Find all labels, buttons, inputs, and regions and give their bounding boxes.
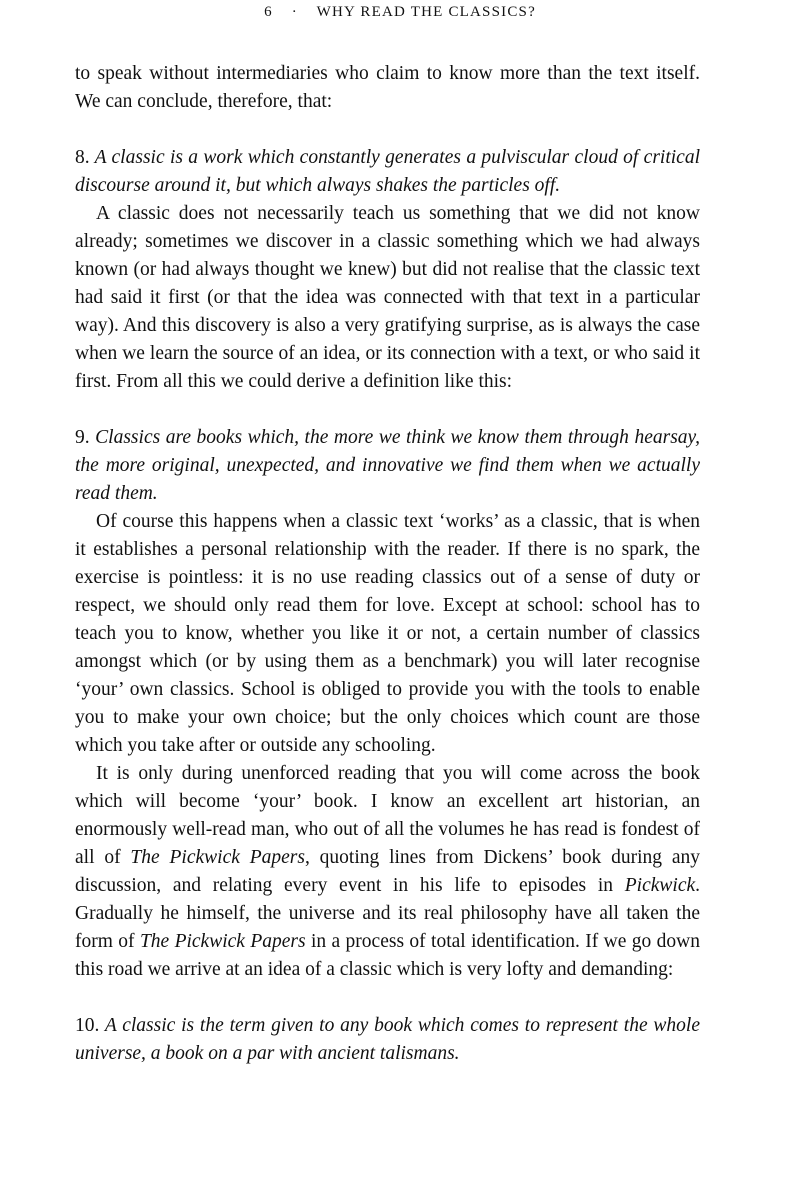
paragraph: A classic does not necessarily teach us something that we did not know already; sometimes we discover in a classic something which we had always known (or had always thought we knew) but did not realise that the classic text had said it first (or that the idea was connected with that text in a particular way). And this discovery is also a very gratifying surprise, as is always the case when we learn the source of an idea, or its connection with a text, or who said it first. From all this we could derive a definition like this: — [75, 203, 700, 392]
text-run: in a process of total identification. If we go down this road we arrive at an idea of a classic which is very lofty and demanding: — [75, 931, 701, 980]
book-title: Pickwick — [624, 875, 696, 896]
book-title: The Pickwick Papers — [139, 931, 306, 952]
paragraph — [75, 760, 700, 984]
page-body — [75, 60, 700, 1068]
header-separator: · — [291, 4, 298, 20]
paragraph-continuation: to speak without intermediaries who claim to know more than the text itself. We can conclude, therefore, that: — [75, 63, 700, 112]
text-run: . Gradually he himself, the universe and its real philosophy have all taken the form of — [75, 875, 701, 952]
book-title: The Pickwick Papers — [130, 847, 305, 868]
maxim-10 — [75, 1012, 700, 1068]
running-title: WHY READ THE CLASSICS? — [316, 4, 536, 20]
maxim-number: 10. — [75, 1015, 100, 1036]
maxim-text: A classic is the term given to any book which comes to represent the whole universe, a book on a par with ancient talismans. — [75, 1015, 700, 1064]
text-run: , quoting lines from Dickens’ book during any discussion, and relating every event in his life to episodes in — [75, 847, 701, 896]
maxim-text: Classics are books which, the more we think we know them through hearsay, the more original, unexpected, and innovative we find them when we actually read them. — [75, 427, 701, 504]
page-number: 6 — [264, 4, 273, 20]
maxim-text: A classic is a work which constantly generates a pulviscular cloud of critical discourse around it, but which always shakes the particles off. — [75, 147, 700, 196]
maxim-number: 8. — [75, 147, 90, 168]
text-run: It is only during unenforced reading that you will come across the book which will become ‘your’ book. I know an excellent art historian, an enormously well-read man, who out of all the volumes he has read is fondest of all of — [75, 763, 700, 868]
maxim-9 — [75, 424, 700, 508]
maxim-8 — [75, 144, 700, 200]
running-head — [0, 4, 800, 21]
maxim-number: 9. — [75, 427, 90, 448]
paragraph: Of course this happens when a classic text ‘works’ as a classic, that is when it establishes a personal relationship with the reader. If there is no spark, the exercise is pointless: it is no use reading classics out of a sense of duty or respect, we should only read them for love. Except at school: school has to teach you to know, whether you like it or not, a certain number of classics amongst which (or by using them as a benchmark) you will later recognise ‘your’ own classics. School is obliged to provide you with the tools to enable you to make your own choice; but the only choices which count are those which you take after or outside any schooling. — [75, 511, 700, 756]
